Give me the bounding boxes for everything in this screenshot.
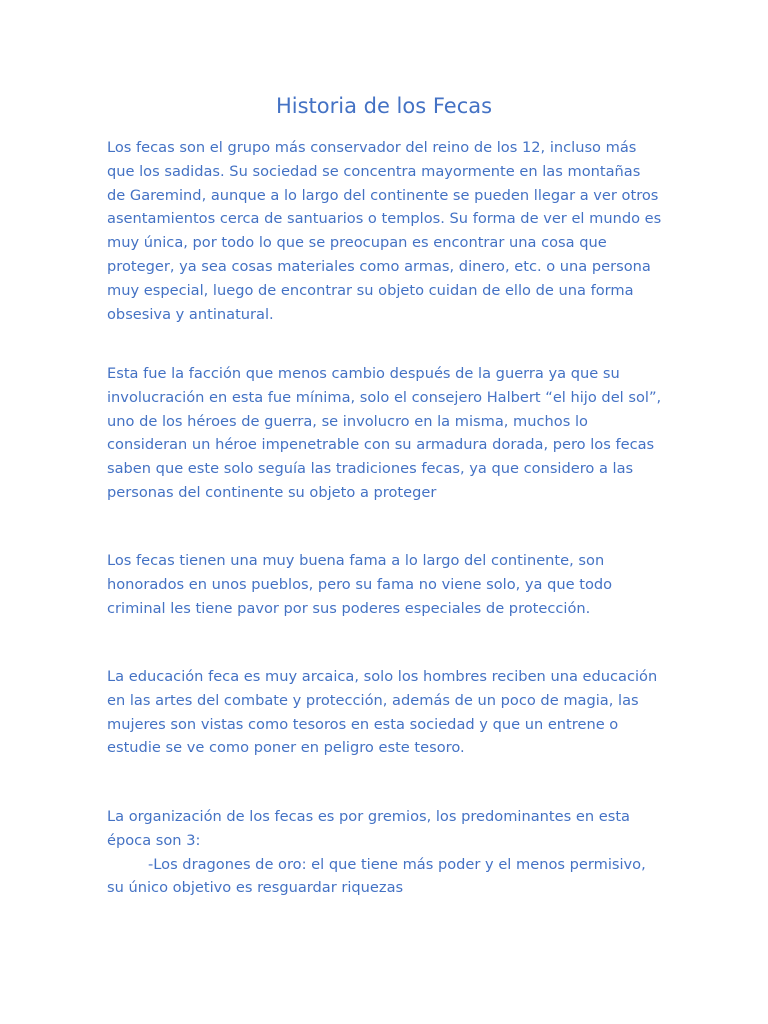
paragraph-5 <box>107 805 663 900</box>
document-title: Historia de los Fecas <box>275 94 493 118</box>
guild-list-item: -Los dragones de oro: el que tiene más poder y el menos permisivo, su único objetivo es resguardar riquezas <box>107 855 646 897</box>
paragraph-1: Los fecas son el grupo más conservador del reino de los 12, incluso más que los sadidas. Su sociedad se concentra mayormente en las montañas de Garemind, aunque a lo largo del continente se pueden llegar a ver otros asentamientos cerca de santuarios o templos. Su forma de ver el mundo es muy única, por todo lo que se preocupan es encontrar una cosa que proteger, ya sea cosas materiales como armas, dinero, etc. o una persona muy especial, luego de encontrar su objeto cuidan de ello de una forma obsesiva y antinatural. <box>107 139 662 323</box>
paragraph-4: La educación feca es muy arcaica, solo los hombres reciben una educación en las artes del combate y protección, además de un poco de magia, las mujeres son vistas como tesoros en esta sociedad y que un entrene o estudie se ve como poner en peligro este tesoro. <box>107 668 658 757</box>
paragraph-5-text: La organización de los fecas es por gremios, los predominantes en esta época son 3: <box>107 808 630 849</box>
paragraph-3: Los fecas tienen una muy buena fama a lo largo del continente, son honorados en unos pueblos, pero su fama no viene solo, ya que todo criminal les tiene pavor por sus poderes especiales de protección. <box>107 552 613 617</box>
paragraph-2: Esta fue la facción que menos cambio después de la guerra ya que su involucración en esta fue mínima, solo el consejero Halbert “el hijo del sol”, uno de los héroes de guerra, se involucro en la misma, muchos lo consideran un héroe impenetrable con su armadura dorada, pero los fecas saben que este solo seguía las tradiciones fecas, ya que considero a las personas del continente su objeto a proteger <box>107 365 662 501</box>
